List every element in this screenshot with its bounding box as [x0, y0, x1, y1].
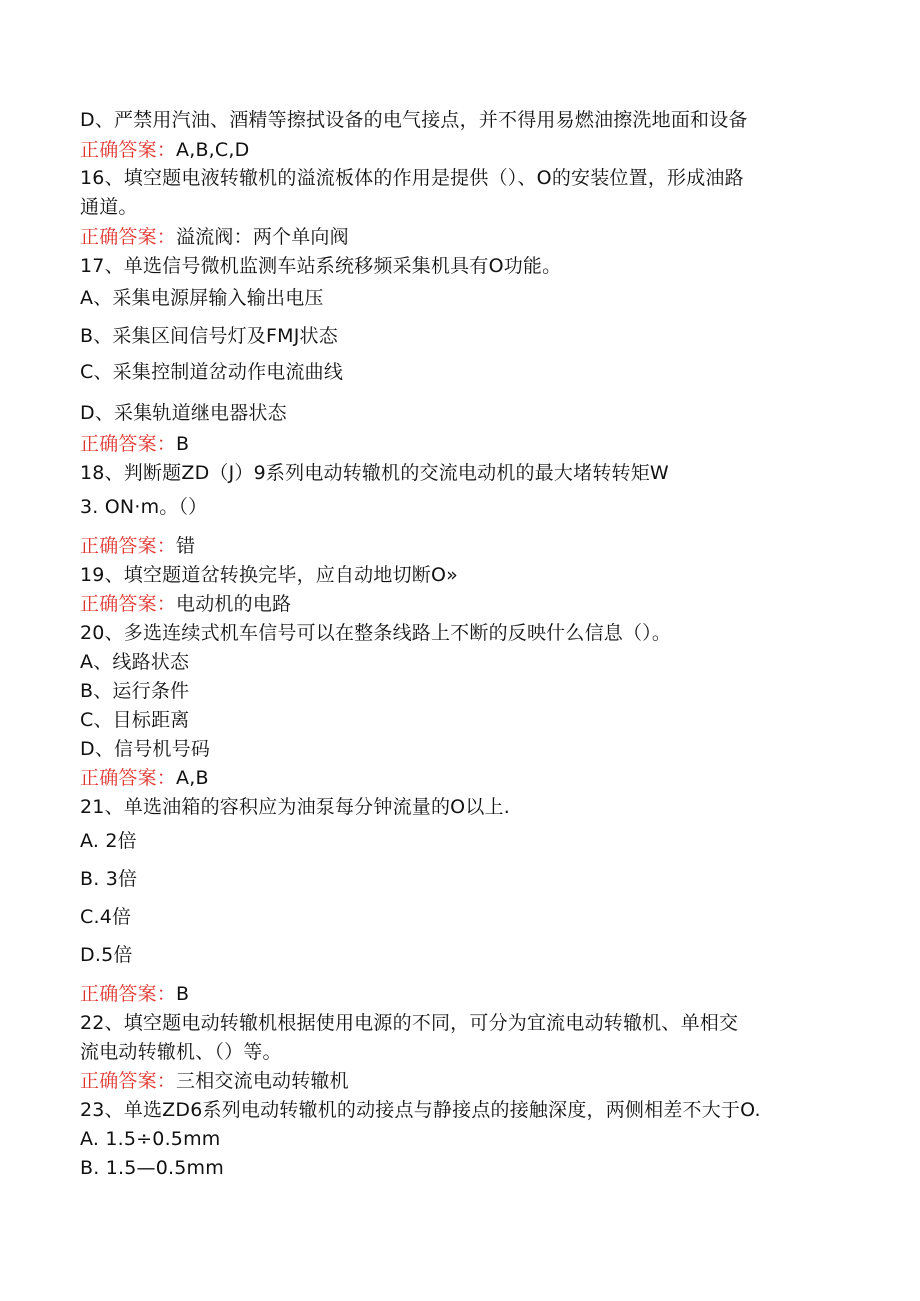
answer-line: [80, 225, 349, 249]
question-line: 通道。: [80, 196, 138, 218]
question-line: 22、填空题电动转辙机根据使用电源的不同，可分为宜流电动转辙机、单相交: [80, 1012, 739, 1034]
answer-value: B: [176, 983, 190, 1005]
option-line: C、目标距离: [80, 709, 190, 731]
option-line: C.4倍: [80, 906, 132, 928]
answer-line: [80, 982, 189, 1006]
question-line: 23、单选ZD6系列电动转辙机的动接点与静接点的接触深度，两侧相差不大于O.: [80, 1099, 761, 1121]
question-line: 18、判断题ZD（J）9系列电动转辙机的交流电动机的最大堵转转矩W: [80, 462, 669, 484]
option-line: D、信号机号码: [80, 738, 211, 760]
answer-line: [80, 592, 291, 616]
option-line: A. 2倍: [80, 830, 137, 852]
question-line: 3. ON·m。（）: [80, 496, 208, 518]
answer-label: 正确答案：: [80, 535, 177, 557]
answer-label: 正确答案：: [80, 139, 177, 161]
answer-value: A,B: [176, 767, 209, 789]
answer-label: 正确答案：: [80, 433, 177, 455]
answer-line: [80, 432, 189, 456]
option-line: B. 1.5—0.5mm: [80, 1157, 224, 1179]
answer-label: 正确答案：: [80, 226, 177, 248]
answer-label: 正确答案：: [80, 983, 177, 1005]
option-line: A. 1.5÷0.5mm: [80, 1128, 221, 1150]
question-line: 16、填空题电液转辙机的溢流板体的作用是提供（）、O的安装位置，形成油路: [80, 167, 744, 189]
answer-label: 正确答案：: [80, 593, 177, 615]
answer-line: [80, 766, 209, 790]
answer-value: 电动机的电路: [176, 593, 292, 615]
option-line: A、采集电源屏输入输出电压: [80, 287, 324, 309]
question-line: 21、单选油箱的容积应为油泵每分钟流量的O以上.: [80, 796, 510, 818]
question-line: 19、填空题道岔转换完毕，应自动地切断O»: [80, 564, 458, 586]
question-line: 流电动转辙机、（）等。: [80, 1041, 282, 1063]
question-line: 17、单选信号微机监测车站系统移频采集机具有O功能。: [80, 255, 562, 277]
answer-label: 正确答案：: [80, 1070, 177, 1092]
answer-value: A,B,C,D: [176, 139, 250, 161]
option-line: A、线路状态: [80, 651, 190, 673]
option-line: B. 3倍: [80, 868, 138, 890]
answer-value: 溢流阀：两个单向阀: [176, 226, 349, 248]
answer-value: 错: [176, 535, 196, 557]
option-line: D.5倍: [80, 944, 133, 966]
option-line: D、采集轨道继电器状态: [80, 402, 287, 424]
answer-line: [80, 534, 195, 558]
question-line: 20、多选连续式机车信号可以在整条线路上不断的反映什么信息（）。: [80, 622, 672, 644]
answer-label: 正确答案：: [80, 767, 177, 789]
answer-line: [80, 1069, 349, 1093]
answer-value: 三相交流电动转辙机: [176, 1070, 349, 1092]
answer-line: [80, 138, 249, 162]
option-line: D、严禁用汽油、酒精等擦拭设备的电气接点，并不得用易燃油擦洗地面和设备: [80, 109, 748, 131]
answer-value: B: [176, 433, 190, 455]
option-line: B、采集区间信号灯及FMJ状态: [80, 325, 338, 347]
option-line: C、采集控制道岔动作电流曲线: [80, 361, 344, 383]
option-line: B、运行条件: [80, 680, 190, 702]
